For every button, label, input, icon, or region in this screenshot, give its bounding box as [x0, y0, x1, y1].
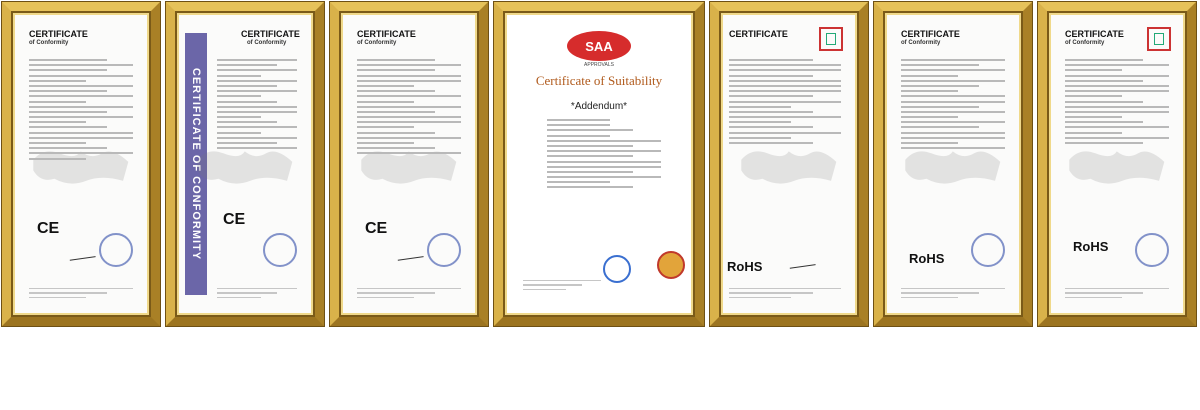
side-banner-text: CERTIFICATE OF CONFORMITY [190, 67, 202, 261]
certificate-body-text [357, 59, 461, 158]
certificate-paper [1051, 15, 1183, 313]
certificate-subtitle: of Conformity [901, 40, 941, 46]
certificate-details [547, 119, 661, 192]
certificate-subtitle: of Conformity [247, 40, 287, 46]
official-stamp [427, 233, 461, 267]
ce-mark: CE [365, 220, 388, 237]
certificate-title: CERTIFICATE [357, 29, 416, 39]
certificate-paper [179, 15, 311, 313]
lcs-logo [1147, 27, 1171, 51]
signature [396, 246, 423, 261]
certificate-body-text [1065, 59, 1169, 147]
saa-logo-subtext: APPROVALS [584, 62, 614, 68]
certificate-paper [507, 15, 691, 313]
certificate-paper [15, 15, 147, 313]
official-stamp [263, 233, 297, 267]
certificate-footer [29, 288, 133, 302]
saa-logo: SAA [567, 31, 631, 61]
official-stamp [99, 233, 133, 267]
certificate-body-text [729, 59, 841, 147]
certificate-footer [901, 288, 1005, 302]
certificate-frame-saa [494, 2, 704, 326]
certificate-frame-rohs-2 [874, 2, 1032, 326]
signature [68, 246, 95, 261]
certificate-footer [357, 288, 461, 302]
certificate-title: CERTIFICATE [729, 29, 788, 39]
certificate-title: CERTIFICATE [29, 29, 88, 39]
certificate-title: CERTIFICATE [901, 29, 960, 39]
rohs-mark: RoHS [1073, 239, 1109, 254]
certificate-frame-rohs-3 [1038, 2, 1196, 326]
rohs-mark: RoHS [727, 259, 763, 274]
certificate-body-text [29, 59, 133, 163]
certificate-subtitle: of Conformity [357, 40, 397, 46]
certificate-footer [729, 288, 841, 302]
certificate-frame-ce-2 [166, 2, 324, 326]
certificate-subtitle: of Conformity [1065, 40, 1105, 46]
official-stamp [971, 233, 1005, 267]
certificate-title: CERTIFICATE [1065, 29, 1124, 39]
certificate-frame-ce-1 [2, 2, 160, 326]
official-stamp [1135, 233, 1169, 267]
ce-mark: CE [37, 220, 60, 237]
certificate-paper [723, 15, 855, 313]
certificate-body-text [901, 59, 1005, 152]
lcs-logo [819, 27, 843, 51]
rohs-mark: RoHS [909, 251, 945, 266]
certificate-paper [887, 15, 1019, 313]
certificate-frame-rohs-1 [710, 2, 868, 326]
certificate-body-text [217, 59, 297, 152]
signature [788, 254, 815, 269]
certificate-footer [217, 288, 297, 302]
certificate-paper [343, 15, 475, 313]
jas-anz-badge [603, 255, 631, 283]
certified-seal [657, 251, 685, 279]
certificate-subtitle: *Addendum* [570, 101, 628, 112]
certificate-subtitle: of Conformity [29, 40, 69, 46]
certificate-footer [523, 280, 601, 294]
certificate-title: Certificate of Suitability [535, 73, 663, 88]
ce-mark: CE [223, 211, 246, 228]
certificate-title: CERTIFICATE [241, 29, 300, 39]
certificate-footer [1065, 288, 1169, 302]
certificate-frame-ce-3 [330, 2, 488, 326]
